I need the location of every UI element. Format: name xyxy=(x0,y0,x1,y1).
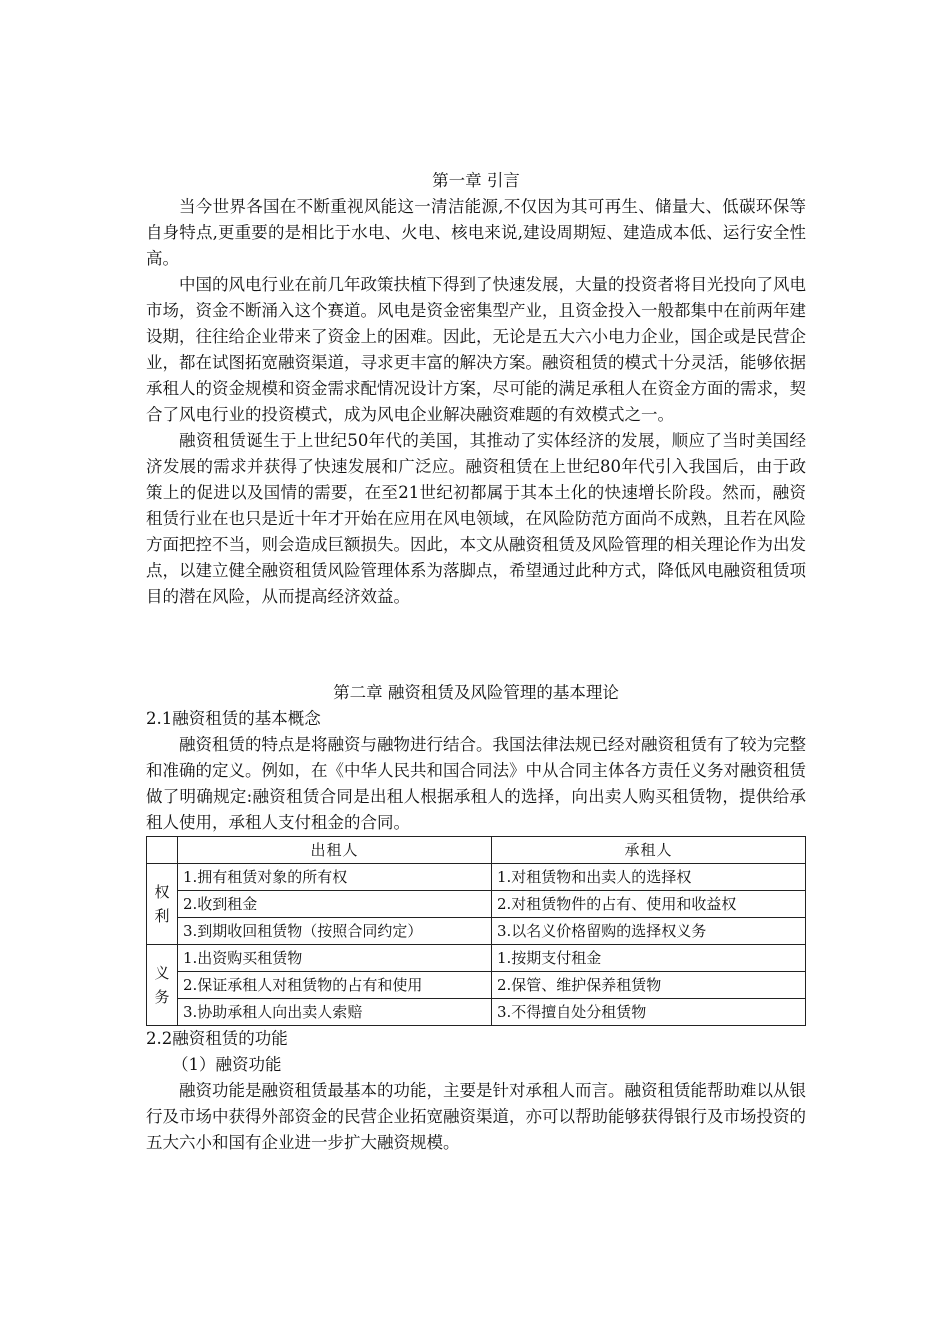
rights-label-cell xyxy=(147,864,178,945)
chapter1-paragraph-1: 当今世界各国在不断重视风能这一清洁能源,不仅因为其可再生、储量大、低碳环保等自身特点,更重要的是相比于水电、火电、核电来说,建设周期短、建造成本低、运行安全性高。 xyxy=(146,197,806,268)
subsection-1-title: （1）融资功能 xyxy=(172,1055,282,1074)
chapter1-paragraph-2: 中国的风电行业在前几年政策扶植下得到了快速发展，大量的投资者将目光投向了风电市场，资金不断涌入这个赛道。风电是资金密集型产业，且资金投入一般都集中在前两年建设期，往往给企业带来了资金上的困难。因此，无论是五大六小电力企业，国企或是民营企业，都在试图拓宽融资渠道，寻求更丰富的解决方案。融资租赁的模式十分灵活，能够依据承租人的资金规模和资金需求配情况设计方案，尽可能的满足承租人在资金方面的需求，契合了风电行业的投资模式，成为风电企业解决融资难题的有效模式之一。 xyxy=(146,275,806,424)
table-cell: 3.不得擅自处分租赁物 xyxy=(492,999,806,1026)
table-cell: 1.对租赁物和出卖人的选择权 xyxy=(492,864,806,891)
table-cell: 3.协助承租人向出卖人索赔 xyxy=(178,999,492,1026)
subsection-1-paragraph: 融资功能是融资租赁最基本的功能，主要是针对承租人而言。融资租赁能帮助难以从银行及市场中获得外部资金的民营企业拓宽融资渠道，亦可以帮助能够获得银行及市场投资的五大六小和国有企业进一步扩大融资规模。 xyxy=(146,1081,806,1152)
rights-obligations-table xyxy=(146,836,806,1026)
rights-label-char-1: 权 xyxy=(154,883,170,901)
chapter1-paragraph-3: 融资租赁诞生于上世纪50年代的美国，其推动了实体经济的发展，顺应了当时美国经济发展的需求并获得了快速发展和广泛应。融资租赁在上世纪80年代引入我国后，由于政策上的促进以及国情的需要，在至21世纪初都属于其本土化的快速增长阶段。然而，融资租赁行业在也只是近十年才开始在应用在风电领域，在风险防范方面尚不成熟，且若在风险方面把控不当，则会造成巨额损失。因此，本文从融资租赁及风险管理的相关理论作为出发点，以建立健全融资租赁风险管理体系为落脚点，希望通过此种方式，降低风电融资租赁项目的潜在风险，从而提高经济效益。 xyxy=(146,431,806,606)
table-header-row xyxy=(147,837,806,864)
chapter2-title: 第二章 融资租赁及风险管理的基本理论 xyxy=(333,683,619,702)
table-header-lessor: 出租人 xyxy=(178,837,492,864)
table-cell: 2.保证承租人对租赁物的占有和使用 xyxy=(178,972,492,999)
table-cell: 1.出资购买租赁物 xyxy=(178,945,492,972)
table-row xyxy=(147,864,806,891)
table-row xyxy=(147,918,806,945)
chapter1-title: 第一章 引言 xyxy=(432,171,520,190)
section-spacer xyxy=(146,610,806,680)
table-cell: 3.以名义价格留购的选择权义务 xyxy=(492,918,806,945)
section-2-1-paragraph: 融资租赁的特点是将融资与融物进行结合。我国法律法规已经对融资租赁有了较为完整和准确的定义。例如，在《中华人民共和国合同法》中从合同主体各方责任义务对融资租赁做了明确规定:融资租赁合同是出租人根据承租人的选择，向出卖人购买租赁物，提供给承租人使用，承租人支付租金的合同。 xyxy=(146,735,806,832)
section-2-1-title: 2.1融资租赁的基本概念 xyxy=(146,709,321,728)
table-row xyxy=(147,945,806,972)
obligations-label-cell xyxy=(147,945,178,1026)
rights-label-char-2: 利 xyxy=(154,907,170,925)
obligations-label-char-2: 务 xyxy=(154,988,170,1006)
table-cell: 2.保管、维护保养租赁物 xyxy=(492,972,806,999)
table-cell: 2.对租赁物件的占有、使用和收益权 xyxy=(492,891,806,918)
document-content xyxy=(146,168,806,1156)
table-cell: 1.拥有租赁对象的所有权 xyxy=(178,864,492,891)
table-cell: 3.到期收回租赁物（按照合同约定） xyxy=(178,918,492,945)
table-row xyxy=(147,999,806,1026)
table-cell: 1.按期支付租金 xyxy=(492,945,806,972)
table-row xyxy=(147,891,806,918)
table-cell: 2.收到租金 xyxy=(178,891,492,918)
obligations-label-char-1: 义 xyxy=(154,964,170,982)
table-row xyxy=(147,972,806,999)
table-header-lessee: 承租人 xyxy=(492,837,806,864)
section-2-2-title: 2.2融资租赁的功能 xyxy=(146,1029,288,1048)
table-corner-cell xyxy=(147,837,178,864)
